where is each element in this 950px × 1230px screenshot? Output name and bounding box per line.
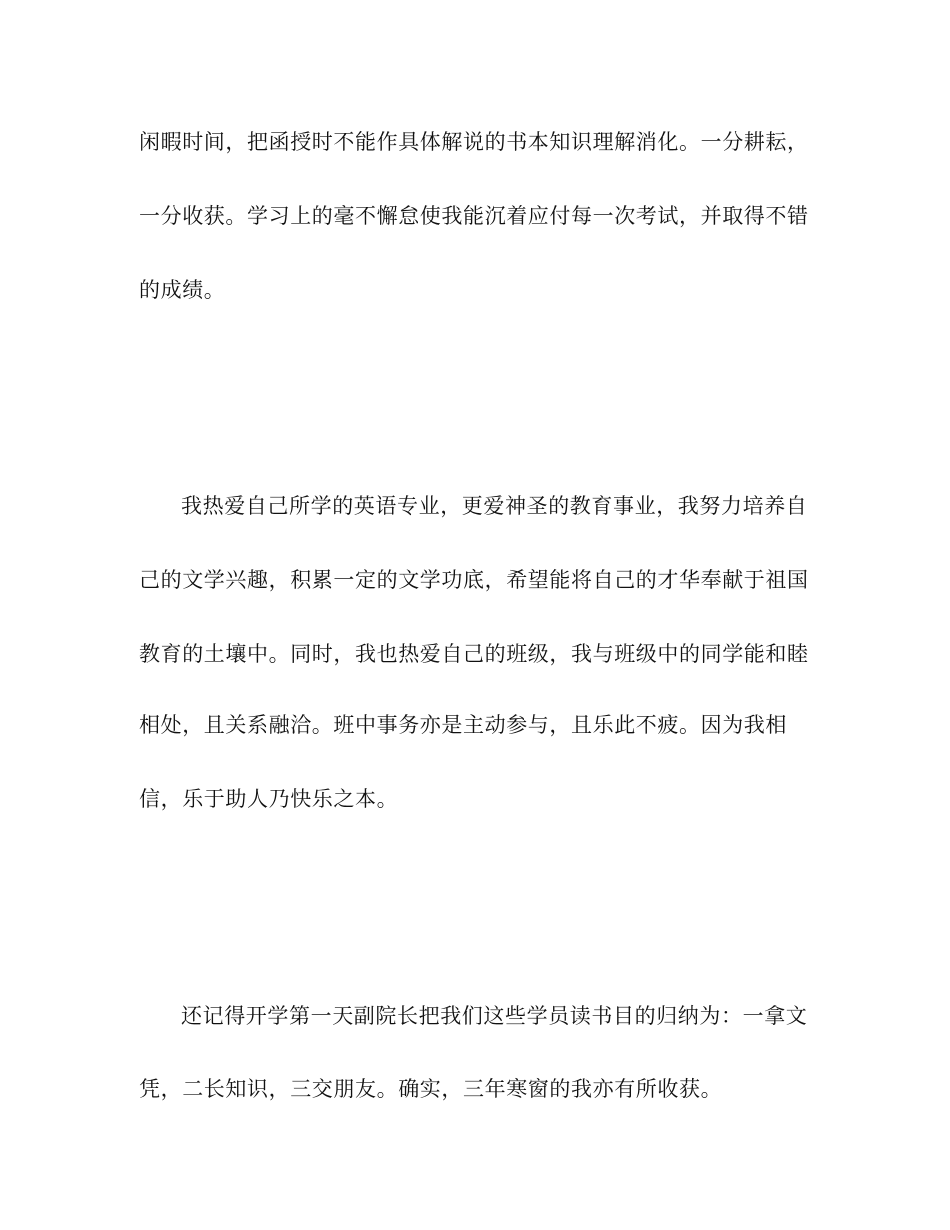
text-line: 相处，且关系融洽。班中事务亦是主动参与，且乐此不疲。因为我相 [139, 713, 787, 737]
text-line: 信，乐于助人乃快乐之本。 [139, 787, 399, 811]
text-line: 我热爱自己所学的英语专业，更爱神圣的教育事业，我努力培养自 [181, 494, 808, 518]
text-line: 闲暇时间，把函授时不能作具体解说的书本知识理解消化。一分耕耘， [139, 130, 809, 154]
text-line: 一分收获。学习上的毫不懈怠使我能沉着应付每一次考试，并取得不错 [139, 204, 809, 228]
text-line: 还记得开学第一天副院长把我们这些学员读书目的归纳为：一拿文 [181, 1004, 808, 1028]
text-line: 的成绩。 [139, 278, 226, 302]
text-line: 凭，二长知识，三交朋友。确实，三年寒窗的我亦有所收获。 [139, 1077, 723, 1101]
text-line: 己的文学兴趣，积累一定的文学功底，希望能将自己的才华奉献于祖国 [139, 568, 809, 592]
text-line: 教育的土壤中。同时，我也热爱自己的班级，我与班级中的同学能和睦 [139, 642, 809, 666]
